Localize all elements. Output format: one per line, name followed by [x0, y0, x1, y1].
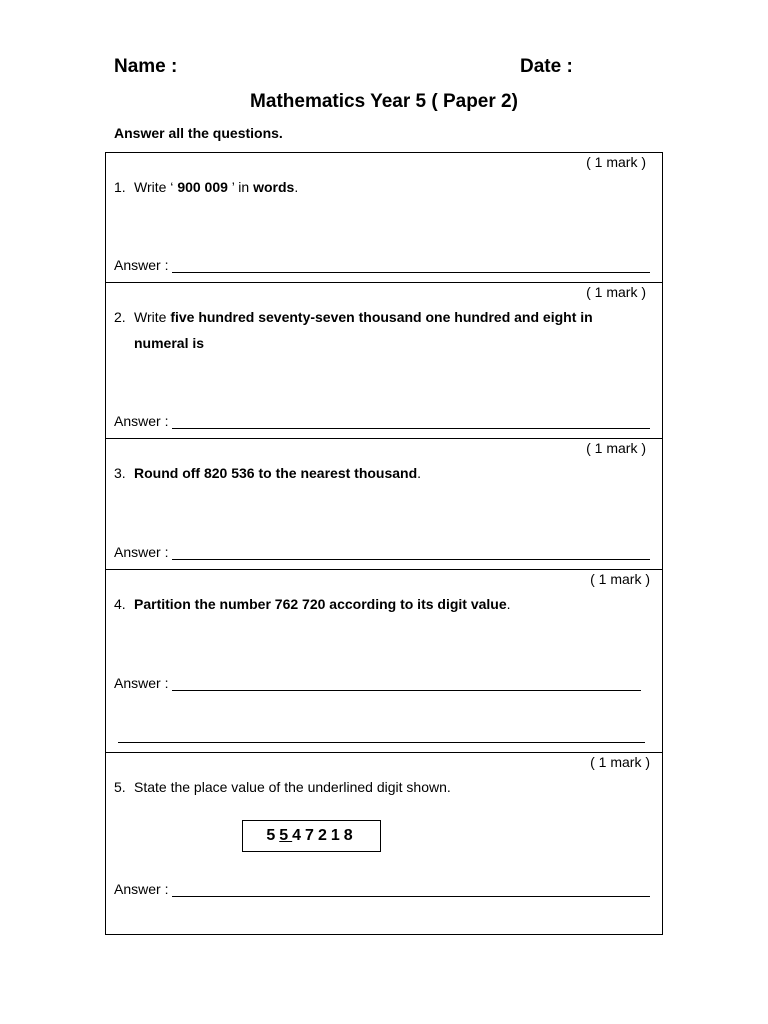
question-text — [114, 304, 644, 356]
mark-label: ( 1 mark ) — [586, 284, 646, 300]
answer-line[interactable] — [172, 415, 650, 429]
text-part: . — [417, 465, 422, 481]
question-1 — [106, 153, 662, 283]
mark-label: ( 1 mark ) — [590, 754, 650, 770]
answer-line[interactable] — [172, 677, 641, 691]
question-5 — [106, 753, 662, 934]
question-text — [114, 591, 644, 617]
answer-row — [114, 544, 650, 560]
answer-label: Answer : — [114, 675, 169, 691]
text-part: . — [506, 596, 511, 612]
date-label: Date : — [520, 56, 573, 77]
answer-label: Answer : — [114, 413, 169, 429]
digit: 5 — [266, 827, 280, 844]
text-part: . — [294, 179, 299, 195]
text-part: Write — [134, 309, 171, 325]
question-number: 5. — [114, 779, 126, 795]
page-title: Mathematics Year 5 ( Paper 2) — [250, 91, 518, 112]
text-part: 900 009 — [177, 179, 228, 195]
question-text — [114, 460, 644, 486]
question-text — [114, 774, 644, 800]
answer-row — [114, 881, 650, 897]
question-4 — [106, 570, 662, 753]
text-part: Partition the number 762 720 according to its digit value — [134, 596, 507, 612]
question-text — [114, 174, 644, 200]
underlined-digit: 5 — [279, 827, 293, 844]
text-part: numeral is — [134, 335, 205, 351]
mark-label: ( 1 mark ) — [586, 440, 646, 456]
answer-row — [114, 413, 650, 429]
number-box — [242, 820, 381, 852]
text-part: ’ in — [227, 179, 254, 195]
answer-row — [114, 675, 641, 691]
answer-line[interactable] — [172, 883, 650, 897]
text-part: words — [253, 179, 295, 195]
answer-line[interactable] — [172, 546, 650, 560]
mark-label: ( 1 mark ) — [590, 571, 650, 587]
answer-label: Answer : — [114, 881, 169, 897]
question-number: 3. — [114, 465, 126, 481]
question-3 — [106, 439, 662, 570]
name-label: Name : — [114, 56, 178, 77]
text-part: Write ‘ — [134, 179, 178, 195]
question-number: 2. — [114, 309, 126, 325]
instruction: Answer all the questions. — [114, 125, 283, 141]
answer-label: Answer : — [114, 257, 169, 273]
answer-line-2[interactable] — [118, 742, 645, 743]
answer-row — [114, 257, 650, 273]
text-part: five hundred seventy-seven thousand one hundred and eight in — [170, 309, 593, 325]
question-number: 4. — [114, 596, 126, 612]
question-2 — [106, 283, 662, 439]
mark-label: ( 1 mark ) — [586, 154, 646, 170]
answer-label: Answer : — [114, 544, 169, 560]
question-number: 1. — [114, 179, 126, 195]
text-part: State the place value of the underlined digit shown. — [134, 779, 451, 795]
header — [114, 56, 654, 82]
digits: 47218 — [292, 827, 357, 844]
text-part: Round off 820 536 to the nearest thousand — [134, 465, 418, 481]
answer-line[interactable] — [172, 259, 650, 273]
question-box — [105, 152, 663, 935]
